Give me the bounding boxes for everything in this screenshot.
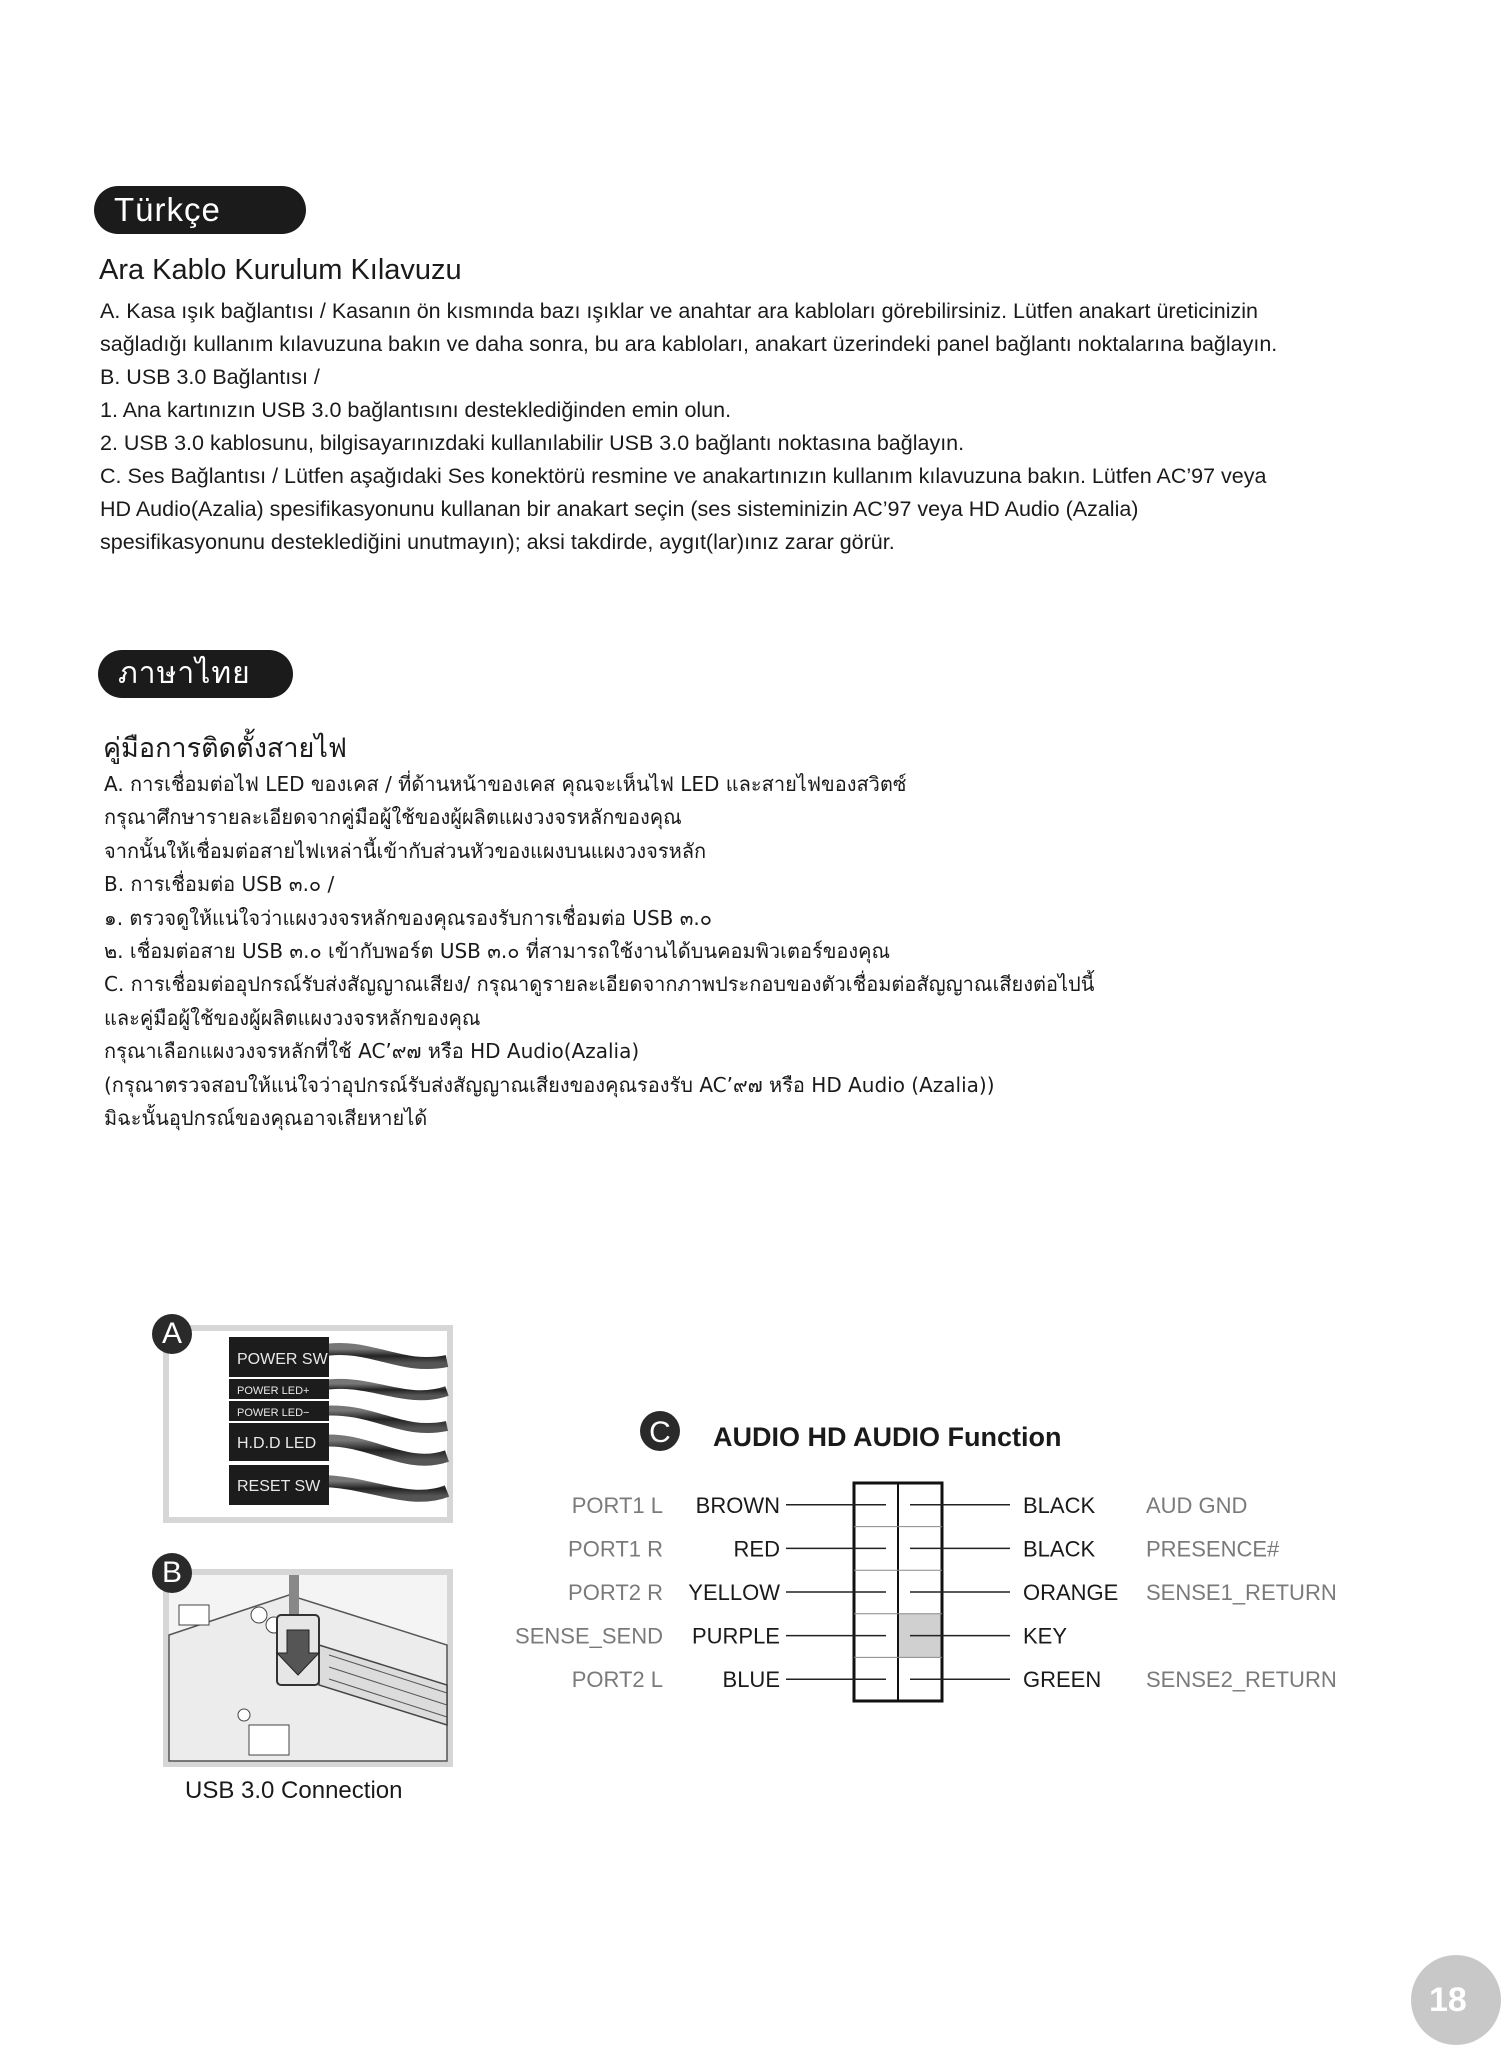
pin-signal-left: PORT1 L <box>571 1492 663 1518</box>
pin-wire-color-right: BLACK <box>1023 1492 1096 1518</box>
thai-line: มิฉะนั้นอุปกรณ์ของคุณอาจเสียหายได้ <box>104 1106 428 1131</box>
audio-diagram-title: AUDIO HD AUDIO Function <box>713 1422 1062 1452</box>
turkish-line: A. Kasa ışık bağlantısı / Kasanın ön kısmında bazı ışıklar ve anahtar ara kabloları görebilirsiniz. Lütfen anakart üreticinizin <box>100 299 1259 323</box>
pin-wire-color-left: BROWN <box>695 1492 780 1518</box>
pin-wire-color-left: RED <box>733 1536 780 1562</box>
connector-label-reset-sw: RESET SW <box>237 1478 321 1495</box>
thai-line: กรุณาศึกษารายละเอียดจากคู่มือผู้ใช้ของผู้ผลิตแผงวงจรหลักของคุณ <box>104 805 682 830</box>
pin-wire-color-left: PURPLE <box>691 1623 780 1649</box>
pin-wire-color-left: BLUE <box>722 1667 780 1693</box>
pin-signal-right: PRESENCE# <box>1146 1536 1280 1562</box>
thai-line: A. การเชื่อมต่อไฟ LED ของเคส / ที่ด้านหน้าของเคส คุณจะเห็นไฟ LED และสายไฟของสวิตซ์ <box>104 772 907 796</box>
turkish-line: sağladığı kullanım kılavuzuna bakın ve daha sonra, bu ara kabloları, anakart üzerindeki panel bağlantı noktalarına bağlayın. <box>100 332 1278 356</box>
thai-line: จากนั้นให้เชื่อมต่อสายไฟเหล่านี้เข้ากับส่วนหัวของแผงบนแผงวงจรหลัก <box>104 838 707 863</box>
figure-badge-c-label: C <box>649 1416 671 1449</box>
turkish-line: 1. Ana kartınızın USB 3.0 bağlantısını desteklediğinden emin olun. <box>100 398 732 422</box>
thai-line: (กรุณาตรวจสอบให้แน่ใจว่าอุปกรณ์รับส่งสัญญาณเสียงของคุณรองรับ AC’๙๗ หรือ HD Audio (Azalia)) <box>104 1072 995 1097</box>
connector-label-hdd-led: H.D.D LED <box>237 1435 317 1452</box>
connector-label-power-sw: POWER SW <box>237 1351 328 1368</box>
figure-badge-a: A <box>152 1314 192 1354</box>
pin-signal-left: SENSE_SEND <box>515 1623 663 1649</box>
thai-line: และคู่มือผู้ใช้ของผู้ผลิตแผงวงจรหลักของคุณ <box>104 1005 481 1030</box>
thai-line: ๑. ตรวจดูให้แน่ใจว่าแผงวงจรหลักของคุณรองรับการเชื่อมต่อ USB ๓.๐ <box>104 905 712 930</box>
pin-wire-color-left: YELLOW <box>688 1580 780 1605</box>
pin-signal-left: PORT2 R <box>568 1580 663 1605</box>
connector-label-power-led-minus: POWER LED− <box>237 1407 310 1419</box>
thai-line: ๒. เชื่อมต่อสาย USB ๓.๐ เข้ากับพอร์ต USB ๓.๐ ที่สามารถใช้งานได้บนคอมพิวเตอร์ของคุณ <box>104 939 891 964</box>
pin-signal-left: PORT1 R <box>568 1536 663 1562</box>
page-number: 18 <box>1411 1955 1501 2045</box>
thai-line: C. การเชื่อมต่ออุปกรณ์รับส่งสัญญาณเสียง/ กรุณาดูรายละเอียดจากภาพประกอบของตัวเชื่อมต่อสัญญาณเสียงต่อไปนี้ <box>104 972 1095 997</box>
pin-wire-color-right: ORANGE <box>1023 1580 1119 1605</box>
pin-signal-right: AUD GND <box>1146 1492 1248 1518</box>
pin-wire-color-right: GREEN <box>1023 1667 1102 1693</box>
turkish-line: B. USB 3.0 Bağlantısı / <box>100 365 320 389</box>
language-tag-label: ภาษาไทย <box>118 656 251 691</box>
pin-wire-color-right: KEY <box>1023 1623 1068 1649</box>
turkish-line: spesifikasyonunu desteklediğini unutmayın); aksi takdirde, aygıt(lar)ınız zarar görür. <box>100 530 895 554</box>
pin-signal-right: SENSE2_RETURN <box>1146 1667 1337 1693</box>
language-tag-label: Türkçe <box>114 191 221 228</box>
figure-badge-b: B <box>152 1553 192 1593</box>
turkish-line: C. Ses Bağlantısı / Lütfen aşağıdaki Ses konektörü resmine ve anakartınızın kullanım kılavuzuna bakın. Lütfen AC’97 veya <box>100 464 1267 488</box>
usb3-caption: USB 3.0 Connection <box>185 1777 403 1804</box>
section-heading-thai: คู่มือการติดตั้งสายไฟ <box>103 733 348 764</box>
connector-label-power-led-plus: POWER LED+ <box>237 1385 310 1397</box>
turkish-line: HD Audio(Azalia) spesifikasyonunu kullanan bir anakart seçin (ses sisteminizin AC’97 veya HD Audio (Azalia) <box>100 497 1139 521</box>
pin-signal-right: SENSE1_RETURN <box>1146 1580 1337 1605</box>
section-heading-turkish: Ara Kablo Kurulum Kılavuzu <box>99 254 462 286</box>
pin-wire-color-right: BLACK <box>1023 1536 1096 1562</box>
turkish-line: 2. USB 3.0 kablosunu, bilgisayarınızdaki kullanılabilir USB 3.0 bağlantı noktasına bağlayın. <box>100 431 965 455</box>
thai-line: กรุณาเลือกแผงวงจรหลักที่ใช้ AC’๙๗ หรือ HD Audio(Azalia) <box>104 1039 640 1064</box>
pin-signal-left: PORT2 L <box>571 1667 663 1693</box>
thai-line: B. การเชื่อมต่อ USB ๓.๐ / <box>104 872 335 897</box>
